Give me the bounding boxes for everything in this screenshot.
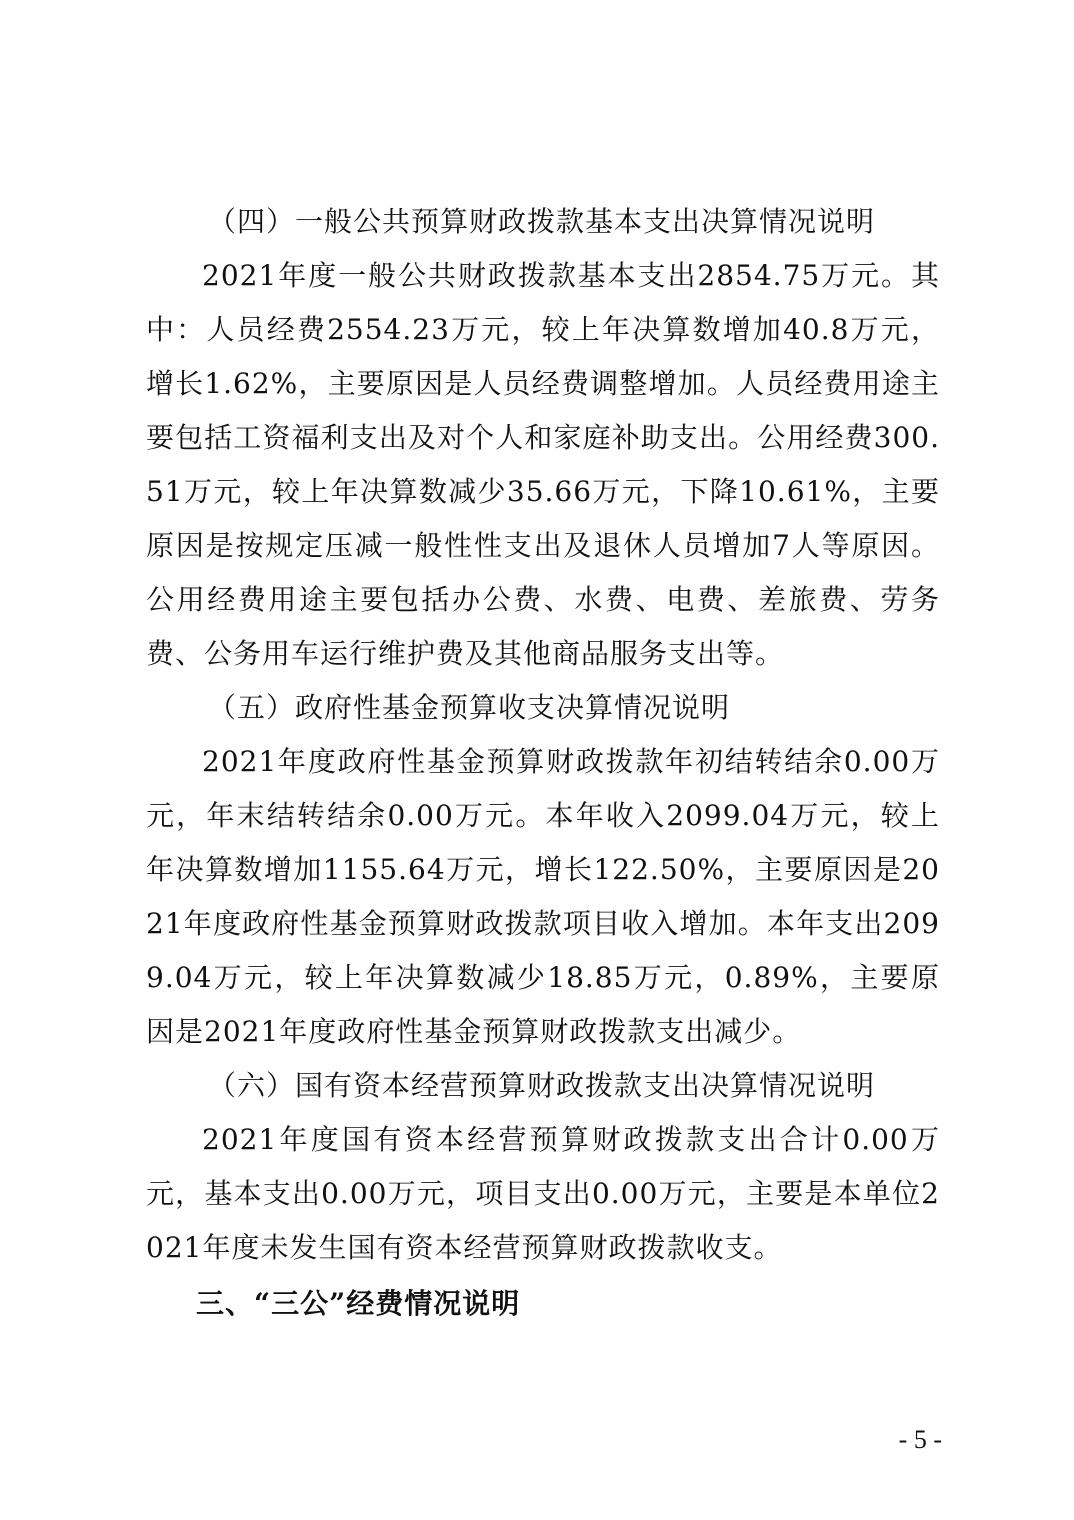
section-heading-6: （六）国有资本经营预算财政拨款支出决算情况说明: [208, 1069, 876, 1102]
section-paragraph-4: 2021年度一般公共财政拨款基本支出2854.75万元。其中：人员经费2554.23万元，较上年决算数增加40.8万元，增长1.62%，主要原因是人员经费调整增加。人员经费用途主要包括工资福利支出及对个人和家庭补助支出。公用经费300.51万元，较上年决算数减少35.66万元，下降10.61%，主要原因是按规定压减一般性性支出及退休人员增加7人等原因。公用经费用途主要包括办公费、水费、电费、差旅费、劳务费、公务用车运行维护费及其他商品服务支出等。: [146, 259, 940, 670]
document-body: [146, 195, 940, 1331]
section-heading-5: （五）政府性基金预算收支决算情况说明: [208, 691, 731, 724]
part-title: 三、“三公”经费情况说明: [196, 1287, 521, 1320]
section-paragraph-5: 2021年度政府性基金预算财政拨款年初结转结余0.00万元，年末结转结余0.00万元。本年收入2099.04万元，较上年决算数增加1155.64万元，增长122.50%，主要原因是2021年度政府性基金预算财政拨款项目收入增加。本年支出2099.04万元，较上年决算数减少18.85万元，0.89%，主要原因是2021年度政府性基金预算财政拨款支出减少。: [146, 745, 940, 1048]
section-paragraph-6: 2021年度国有资本经营预算财政拨款支出合计0.00万元，基本支出0.00万元，项目支出0.00万元，主要是本单位2021年度未发生国有资本经营预算财政拨款收支。: [146, 1123, 940, 1264]
section-heading-4: （四）一般公共预算财政拨款基本支出决算情况说明: [208, 205, 876, 238]
page-number: - 5 -: [898, 1425, 942, 1454]
